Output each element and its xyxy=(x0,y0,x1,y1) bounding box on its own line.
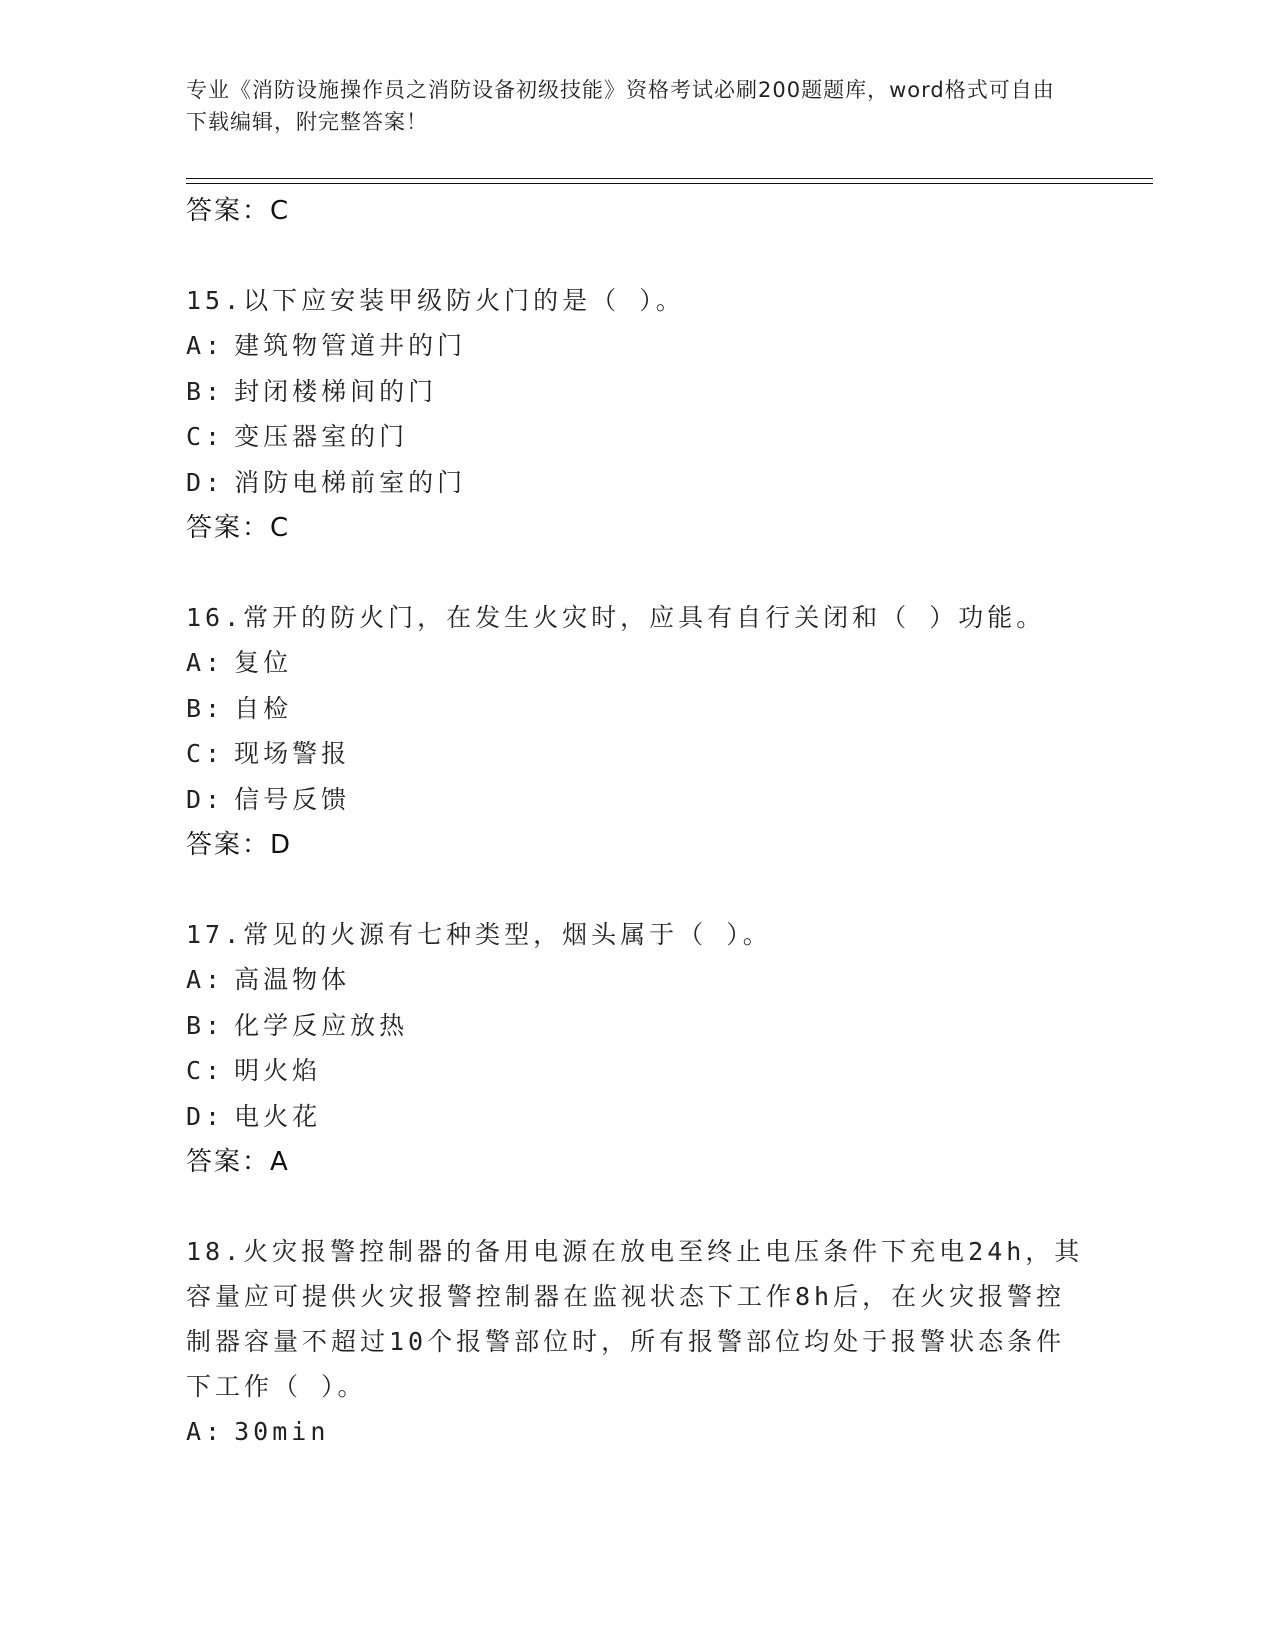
option-letter: D: xyxy=(186,467,225,497)
option-item xyxy=(186,1094,1086,1140)
option-letter: A: xyxy=(186,648,225,677)
option-letter: C: xyxy=(186,1056,225,1085)
answer-line: 答案：A xyxy=(186,1147,290,1177)
option-letter: A: xyxy=(186,1417,225,1446)
header-rule-top xyxy=(186,178,1153,179)
option-text: 明火焰 xyxy=(234,1056,322,1085)
document-header: 专业《消防设施操作员之消防设备初级技能》资格考试必刷200题题库，word格式可自由下载编辑，附完整答案！ xyxy=(186,78,1055,134)
option-text: 复位 xyxy=(234,648,293,677)
option-text: 高温物体 xyxy=(234,965,351,994)
option-item xyxy=(186,1048,1086,1094)
option-item xyxy=(186,323,1086,369)
question-gap xyxy=(186,551,1086,595)
answer-line: 答案：C xyxy=(186,196,291,226)
option-text: 化学反应放热 xyxy=(234,1010,409,1040)
question-gap xyxy=(186,868,1086,912)
option-text: 30min xyxy=(234,1417,330,1446)
answer-line: 答案：D xyxy=(186,830,293,860)
option-item xyxy=(186,957,1086,1003)
option-text: 变压器室的门 xyxy=(234,422,409,451)
answer-line: 答案：C xyxy=(186,513,291,543)
question-list xyxy=(186,188,1086,1455)
option-text: 封闭楼梯间的门 xyxy=(234,376,438,406)
option-item xyxy=(186,777,1086,823)
option-letter: B: xyxy=(186,376,225,406)
option-letter: B: xyxy=(186,1010,225,1040)
option-text: 消防电梯前室的门 xyxy=(234,467,467,497)
option-item xyxy=(186,369,1086,415)
question-text: 15.以下应安装甲级防火门的是（ ）。 xyxy=(186,286,685,315)
option-letter: C: xyxy=(186,739,225,768)
question-text: 18.火灾报警控制器的备用电源在放电至终止电压条件下充电24h，其容量应可提供火灾报警控制器在监视状态下工作8h后，在火灾报警控制器容量不超过10个报警部位时，所有报警部位均处于报警状态条件下工作（ ）。 xyxy=(186,1237,1084,1401)
option-text: 现场警报 xyxy=(234,739,351,768)
option-letter: D: xyxy=(186,784,225,814)
option-letter: C: xyxy=(186,422,225,451)
option-item xyxy=(186,460,1086,506)
option-item xyxy=(186,686,1086,732)
option-text: 自检 xyxy=(234,693,293,723)
option-letter: B: xyxy=(186,693,225,723)
question-text: 17.常见的火源有七种类型，烟头属于（ ）。 xyxy=(186,920,772,949)
question-gap xyxy=(186,1185,1086,1229)
option-text: 信号反馈 xyxy=(234,784,351,814)
option-item xyxy=(186,731,1086,777)
option-item xyxy=(186,414,1086,460)
option-text: 电火花 xyxy=(234,1101,322,1131)
option-text: 建筑物管道井的门 xyxy=(234,331,467,360)
question-gap xyxy=(186,234,1086,278)
option-letter: A: xyxy=(186,331,225,360)
option-item xyxy=(186,1003,1086,1049)
header-rule-bottom xyxy=(186,183,1153,184)
option-letter: D: xyxy=(186,1101,225,1131)
option-item xyxy=(186,1409,1086,1455)
option-letter: A: xyxy=(186,965,225,994)
question-text: 16.常开的防火门，在发生火灾时，应具有自行关闭和（ ）功能。 xyxy=(186,603,1046,632)
option-item xyxy=(186,640,1086,686)
